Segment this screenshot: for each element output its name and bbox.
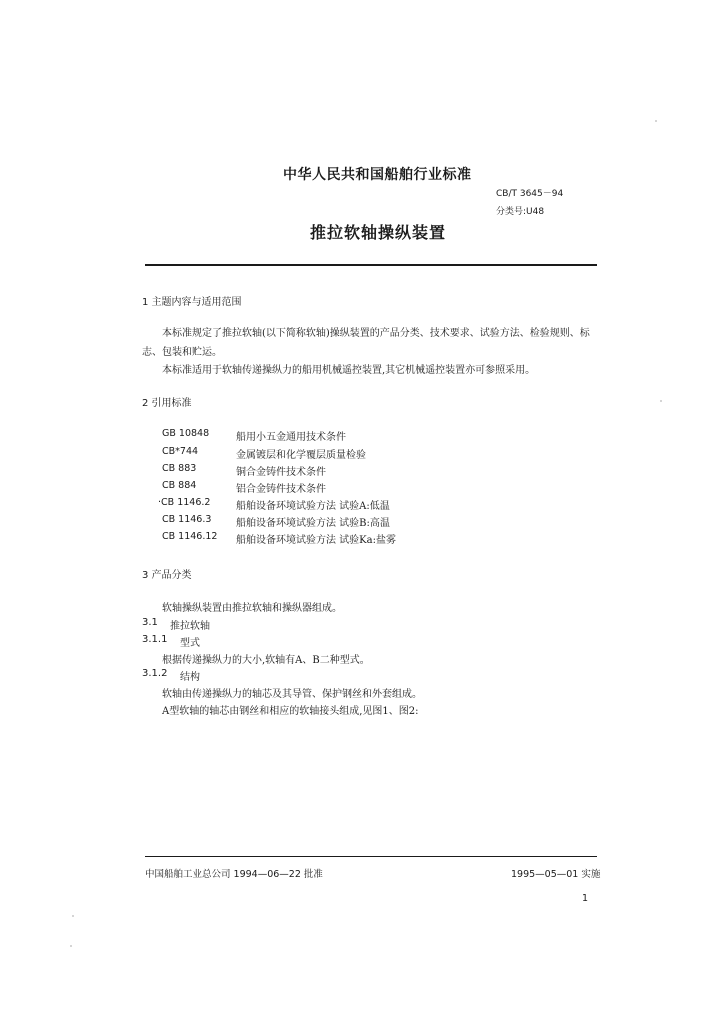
reference-name: 船舶设备环境试验方法 试验B:高温 (236, 518, 390, 529)
reference-code: CB 1146.3 (162, 514, 212, 525)
section-1-paragraph-2: 本标准适用于软轴传递操纵力的船用机械遥控装置,其它机械遥控装置亦可参照采用。 (162, 365, 536, 376)
reference-code: GB 10848 (162, 428, 210, 439)
reference-name: 船用小五金通用技术条件 (236, 432, 346, 443)
reference-name: 铜合金铸件技术条件 (236, 467, 326, 478)
reference-name: 船舶设备环境试验方法 试验Ka:盐雾 (236, 535, 396, 546)
subsection-3-1-2-number: 3.1.2 (142, 668, 168, 679)
section-3-heading: 3 产品分类 (142, 570, 192, 581)
subsection-3-1-1-text: 根据传递操纵力的大小,软轴有A、B二种型式。 (162, 655, 370, 666)
subsection-3-1-number: 3.1 (142, 617, 158, 628)
reference-code: CB 884 (162, 480, 197, 491)
page-number: 1 (582, 893, 589, 904)
section-2-heading: 2 引用标准 (142, 398, 192, 409)
approval-line: 中国船舶工业总公司 1994—06—22 批准 (145, 869, 323, 880)
scan-speck (72, 915, 74, 917)
subsection-3-1-1-number: 3.1.1 (142, 634, 168, 645)
industry-standard-heading: 中华人民共和国船舶行业标准 (283, 167, 472, 183)
subsection-3-1-2-text-2: A型软轴的轴芯由钢丝和相应的软轴接头组成,见图1、图2: (162, 706, 419, 717)
section-1-paragraph-1-cont: 志、包装和贮运。 (142, 347, 222, 358)
implementation-date: 1995—05—01 实施 (511, 869, 601, 880)
scan-speck (660, 400, 662, 402)
reference-name: 金属镀层和化学覆层质量检验 (236, 450, 366, 461)
reference-code: CB 1146.12 (162, 531, 218, 542)
reference-code: ·CB 1146.2 (158, 497, 211, 508)
section-1-paragraph-1: 本标准规定了推拉软轴(以下简称软轴)操纵装置的产品分类、技术要求、试验方法、检验规则、标 (162, 328, 590, 339)
document-title: 推拉软轴操纵装置 (310, 223, 447, 242)
section-3-intro: 软轴操纵装置由推拉软轴和操纵器组成。 (162, 603, 342, 614)
scan-speck (655, 120, 657, 122)
header-divider (145, 264, 597, 266)
subsection-3-1-2-text-1: 软轴由传递操纵力的轴芯及其导管、保护钢丝和外套组成。 (162, 689, 422, 700)
footer-divider (145, 856, 597, 857)
standard-number: CB/T 3645－94 (496, 189, 564, 199)
subsection-3-1-title: 推拉软轴 (170, 621, 210, 632)
reference-code: CB 883 (162, 463, 197, 474)
reference-code: CB*744 (162, 446, 199, 457)
subsection-3-1-1-title: 型式 (180, 638, 200, 649)
scan-speck (70, 945, 72, 947)
section-1-heading: 1 主题内容与适用范围 (142, 297, 242, 308)
reference-name: 铝合金铸件技术条件 (236, 484, 326, 495)
classification-number: 分类号:U48 (496, 207, 545, 217)
subsection-3-1-2-title: 结构 (180, 672, 200, 683)
reference-name: 船舶设备环境试验方法 试验A:低温 (236, 501, 390, 512)
